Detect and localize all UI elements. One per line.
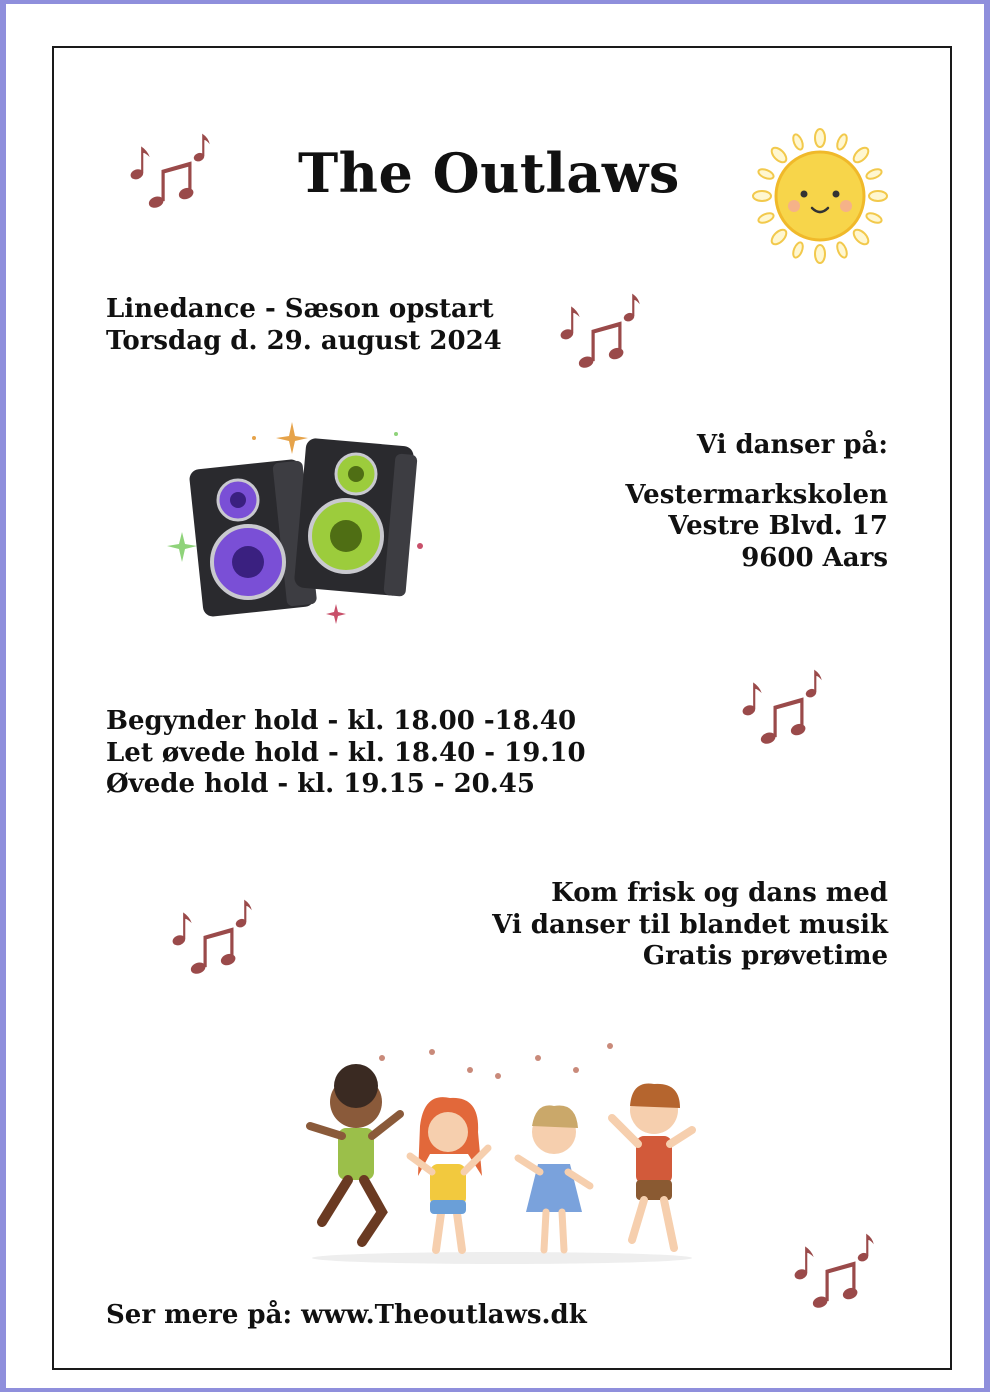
dancing-kids-illustration bbox=[292, 1036, 712, 1266]
speakers-icon bbox=[160, 414, 430, 634]
music-note-icon bbox=[166, 896, 256, 976]
flyer-page bbox=[6, 4, 984, 1388]
info-line: Gratis prøvetime bbox=[642, 941, 888, 972]
flyer-title: The Outlaws bbox=[298, 141, 680, 205]
event-title: Linedance - Sæson opstart bbox=[106, 294, 494, 324]
music-note-icon bbox=[124, 130, 214, 210]
music-note-icon bbox=[554, 290, 644, 370]
venue-heading: Vi danser på: bbox=[696, 430, 888, 460]
venue-info bbox=[625, 430, 888, 575]
music-note-icon bbox=[788, 1230, 878, 1310]
music-note-icon bbox=[736, 666, 826, 746]
venue-street: Vestre Blvd. 17 bbox=[668, 511, 888, 542]
venue-name: Vestermarkskolen bbox=[625, 479, 888, 510]
venue-city: 9600 Aars bbox=[741, 543, 888, 574]
footer-website: Ser mere på: www.Theoutlaws.dk bbox=[106, 1300, 587, 1330]
schedule-item: Øvede hold - kl. 19.15 - 20.45 bbox=[106, 769, 535, 800]
schedule-item: Let øvede hold - kl. 18.40 - 19.10 bbox=[106, 737, 586, 768]
info-block bbox=[492, 878, 888, 973]
event-info bbox=[106, 294, 502, 357]
schedule-item: Begynder hold - kl. 18.00 -18.40 bbox=[106, 706, 577, 736]
info-line: Kom frisk og dans med bbox=[551, 878, 888, 908]
sun-icon bbox=[750, 126, 890, 266]
event-date: Torsdag d. 29. august 2024 bbox=[106, 325, 502, 356]
schedule bbox=[106, 706, 586, 801]
info-line: Vi danser til blandet musik bbox=[492, 909, 888, 940]
